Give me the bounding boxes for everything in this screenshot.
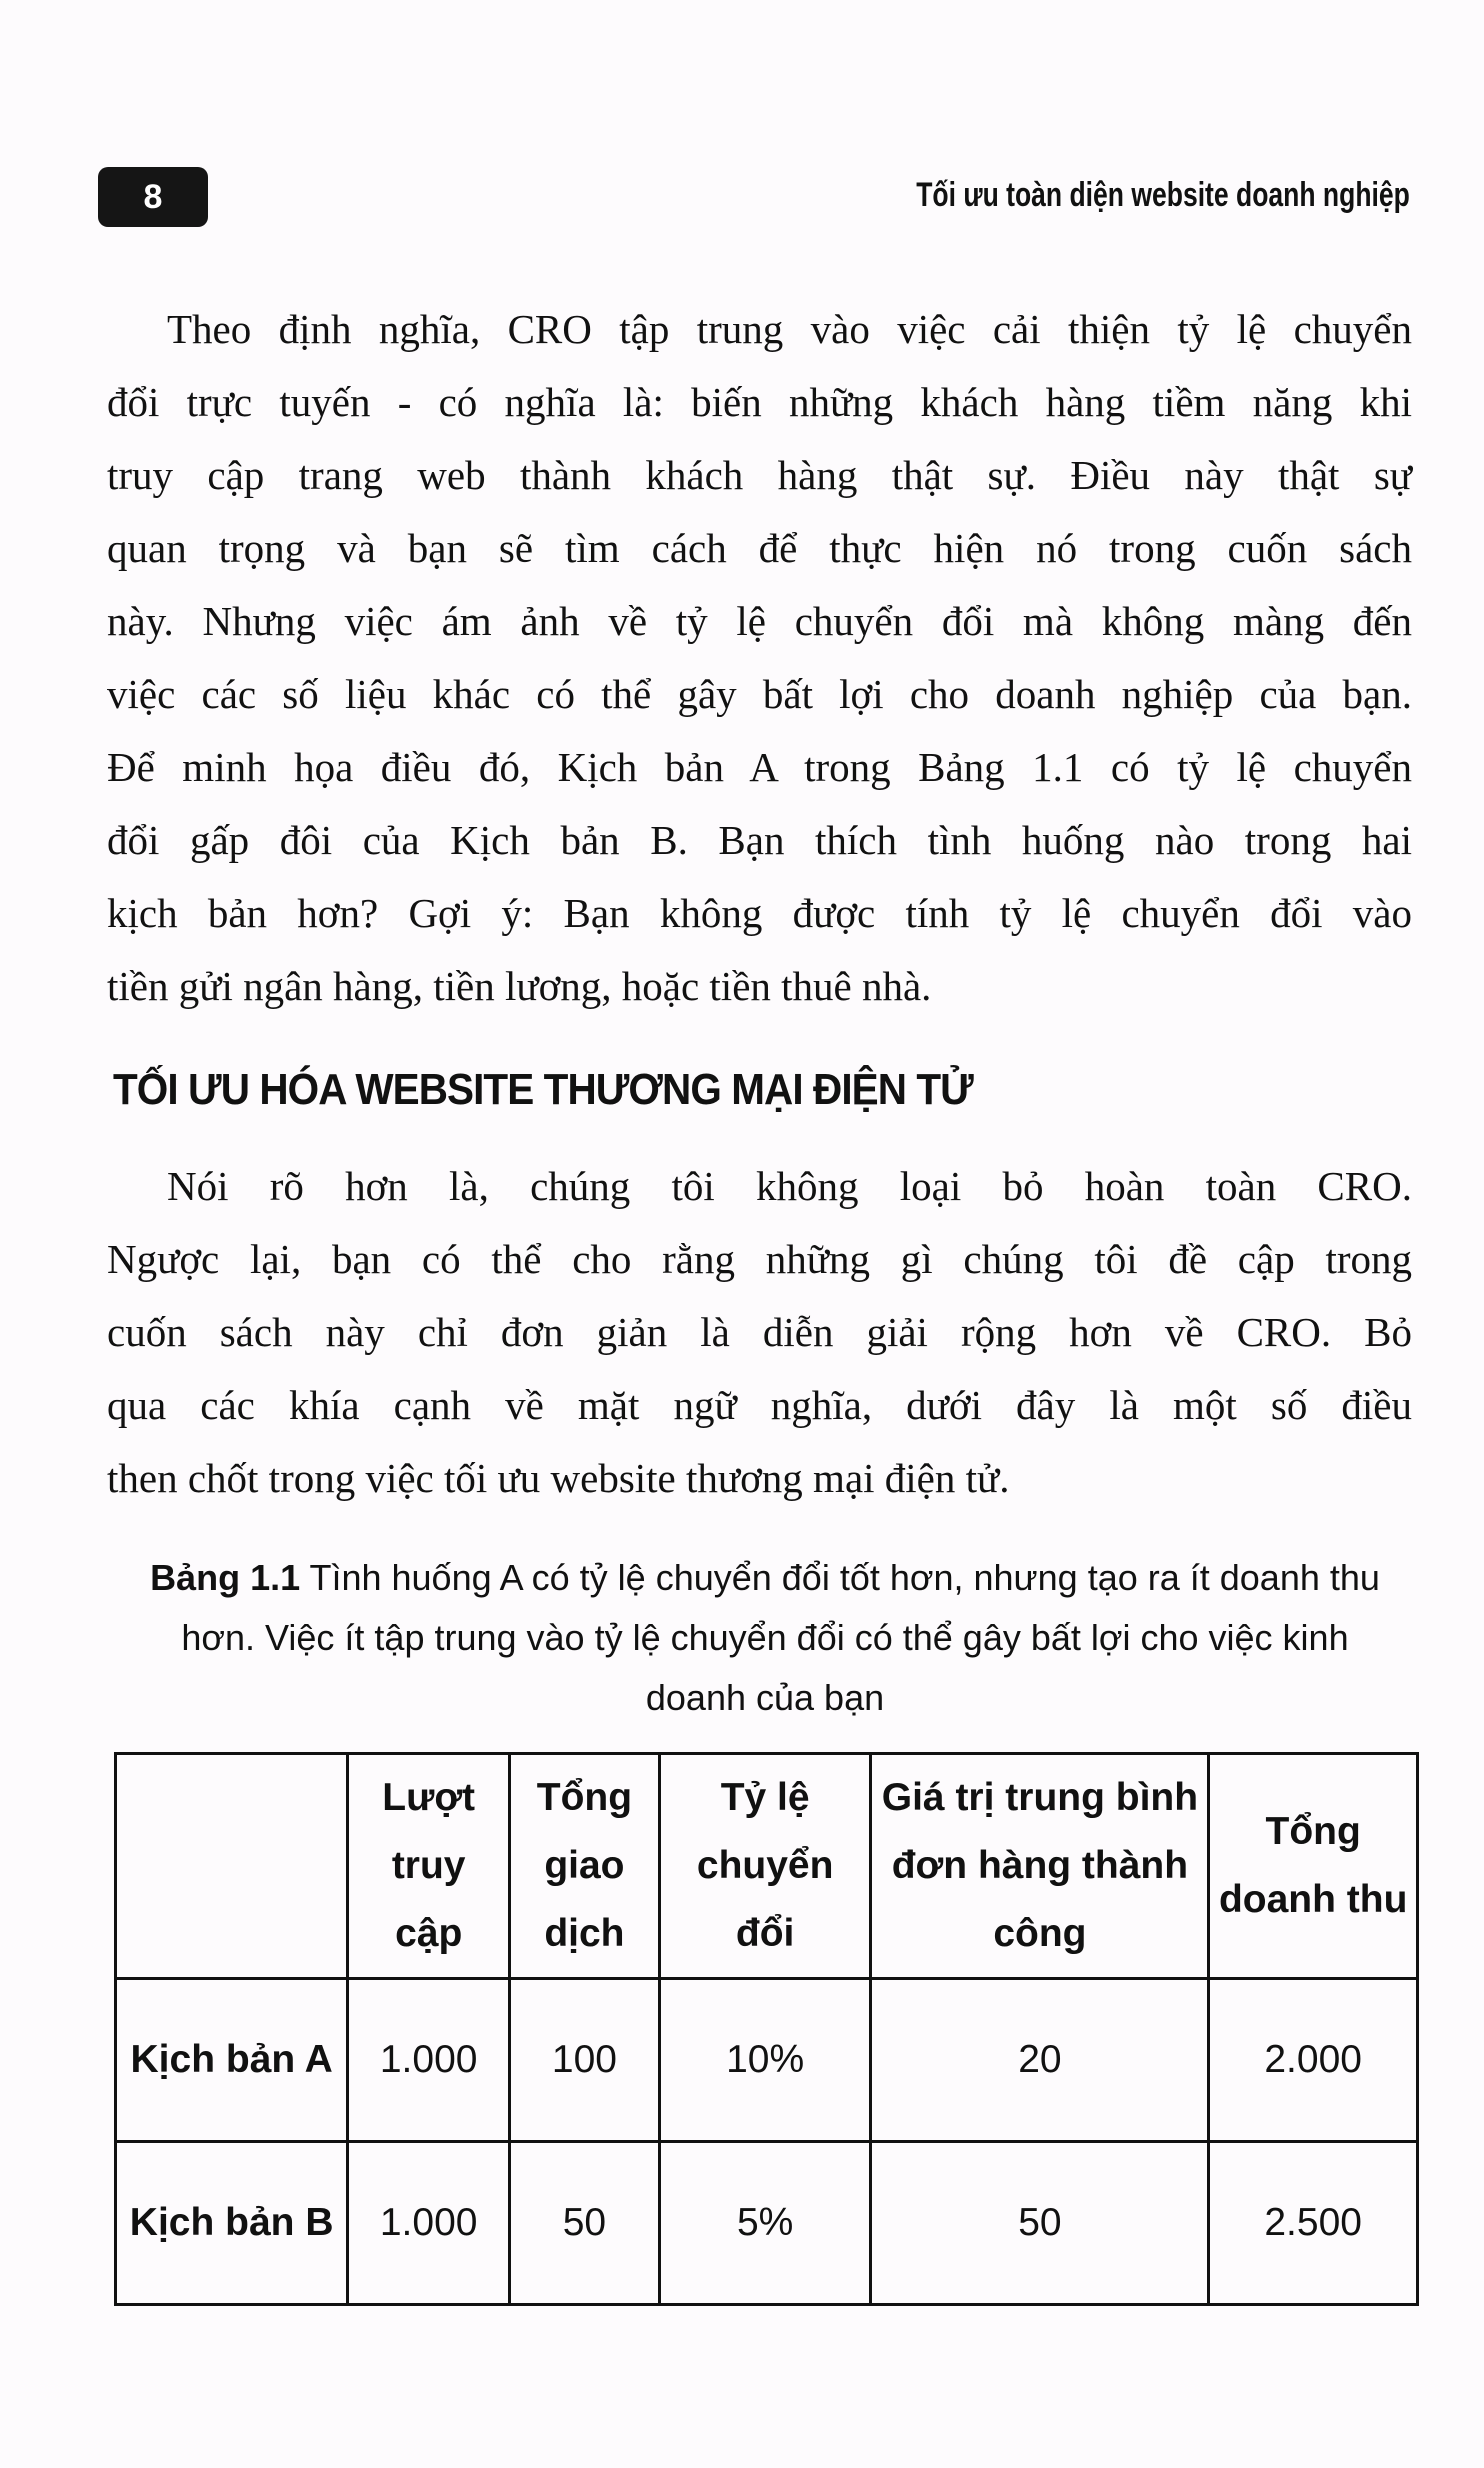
- text-line: truy cập trang web thành khách hàng thật sự. Điều này thật sự: [107, 452, 1412, 498]
- text-line: cuốn sách này chỉ đơn giản là diễn giải rộng hơn về CRO. Bỏ: [107, 1309, 1412, 1355]
- table-cell: 2.000: [1209, 1979, 1418, 2142]
- table-cell: 1.000: [348, 2142, 510, 2305]
- page-number: 8: [98, 167, 208, 227]
- caption-text: Tình huống A có tỷ lệ chuyển đổi tốt hơn, nhưng tạo ra ít doanh thu hơn. Việc ít tập trung vào tỷ lệ chuyển đổi có thể gây bất lợi cho việc kinh doanh của bạn: [181, 1557, 1380, 1718]
- row-label: Kịch bản A: [116, 1979, 348, 2142]
- text-line: Theo định nghĩa, CRO tập trung vào việc cải thiện tỷ lệ chuyển: [167, 306, 1412, 352]
- text-line: Nói rõ hơn là, chúng tôi không loại bỏ hoàn toàn CRO.: [167, 1163, 1412, 1209]
- table-cell: 50: [510, 2142, 660, 2305]
- section-heading: TỐI ƯU HÓA WEBSITE THƯƠNG MẠI ĐIỆN TỬ: [113, 1065, 973, 1114]
- table-header: Giá trị trung bình đơn hàng thành công: [871, 1754, 1209, 1979]
- table-header: [116, 1754, 348, 1979]
- text-line: đổi trực tuyến - có nghĩa là: biến những khách hàng tiềm năng khi: [107, 379, 1412, 425]
- text-line: đổi gấp đôi của Kịch bản B. Bạn thích tình huống nào trong hai: [107, 817, 1412, 863]
- table-cell: 2.500: [1209, 2142, 1418, 2305]
- text-line: này. Nhưng việc ám ảnh về tỷ lệ chuyển đổi mà không màng đến: [107, 598, 1412, 644]
- running-title: Tối ưu toàn diện website doanh nghiệp: [916, 176, 1410, 214]
- text-line: việc các số liệu khác có thể gây bất lợi cho doanh nghiệp của bạn.: [107, 671, 1412, 717]
- paragraph-2: [107, 1150, 1412, 1515]
- text-line: qua các khía cạnh về mặt ngữ nghĩa, dưới đây là một số điều: [107, 1382, 1412, 1428]
- table-cell: 5%: [659, 2142, 871, 2305]
- table-cell: 50: [871, 2142, 1209, 2305]
- table-caption: [130, 1548, 1400, 1728]
- table-row: [116, 1979, 1418, 2142]
- table-header-row: [116, 1754, 1418, 1979]
- caption-label: Bảng 1.1: [150, 1557, 301, 1598]
- table-header: Lượt truy cập: [348, 1754, 510, 1979]
- row-label: Kịch bản B: [116, 2142, 348, 2305]
- text-line: tiền gửi ngân hàng, tiền lương, hoặc tiền thuê nhà.: [107, 963, 932, 1009]
- paragraph-1: [107, 293, 1412, 1023]
- table-cell: 1.000: [348, 1979, 510, 2142]
- text-line: then chốt trong việc tối ưu website thương mại điện tử.: [107, 1455, 1010, 1501]
- text-line: Để minh họa điều đó, Kịch bản A trong Bảng 1.1 có tỷ lệ chuyển: [107, 744, 1412, 790]
- table-header: Tổng giao dịch: [510, 1754, 660, 1979]
- text-line: quan trọng và bạn sẽ tìm cách để thực hiện nó trong cuốn sách: [107, 525, 1412, 571]
- comparison-table: [114, 1752, 1419, 2306]
- table-cell: 100: [510, 1979, 660, 2142]
- text-line: kịch bản hơn? Gợi ý: Bạn không được tính tỷ lệ chuyển đổi vào: [107, 890, 1412, 936]
- table-header: Tỷ lệ chuyển đổi: [659, 1754, 871, 1979]
- table-row: [116, 2142, 1418, 2305]
- table-cell: 20: [871, 1979, 1209, 2142]
- table-cell: 10%: [659, 1979, 871, 2142]
- text-line: Ngược lại, bạn có thể cho rằng những gì chúng tôi đề cập trong: [107, 1236, 1412, 1282]
- table-header: Tổng doanh thu: [1209, 1754, 1418, 1979]
